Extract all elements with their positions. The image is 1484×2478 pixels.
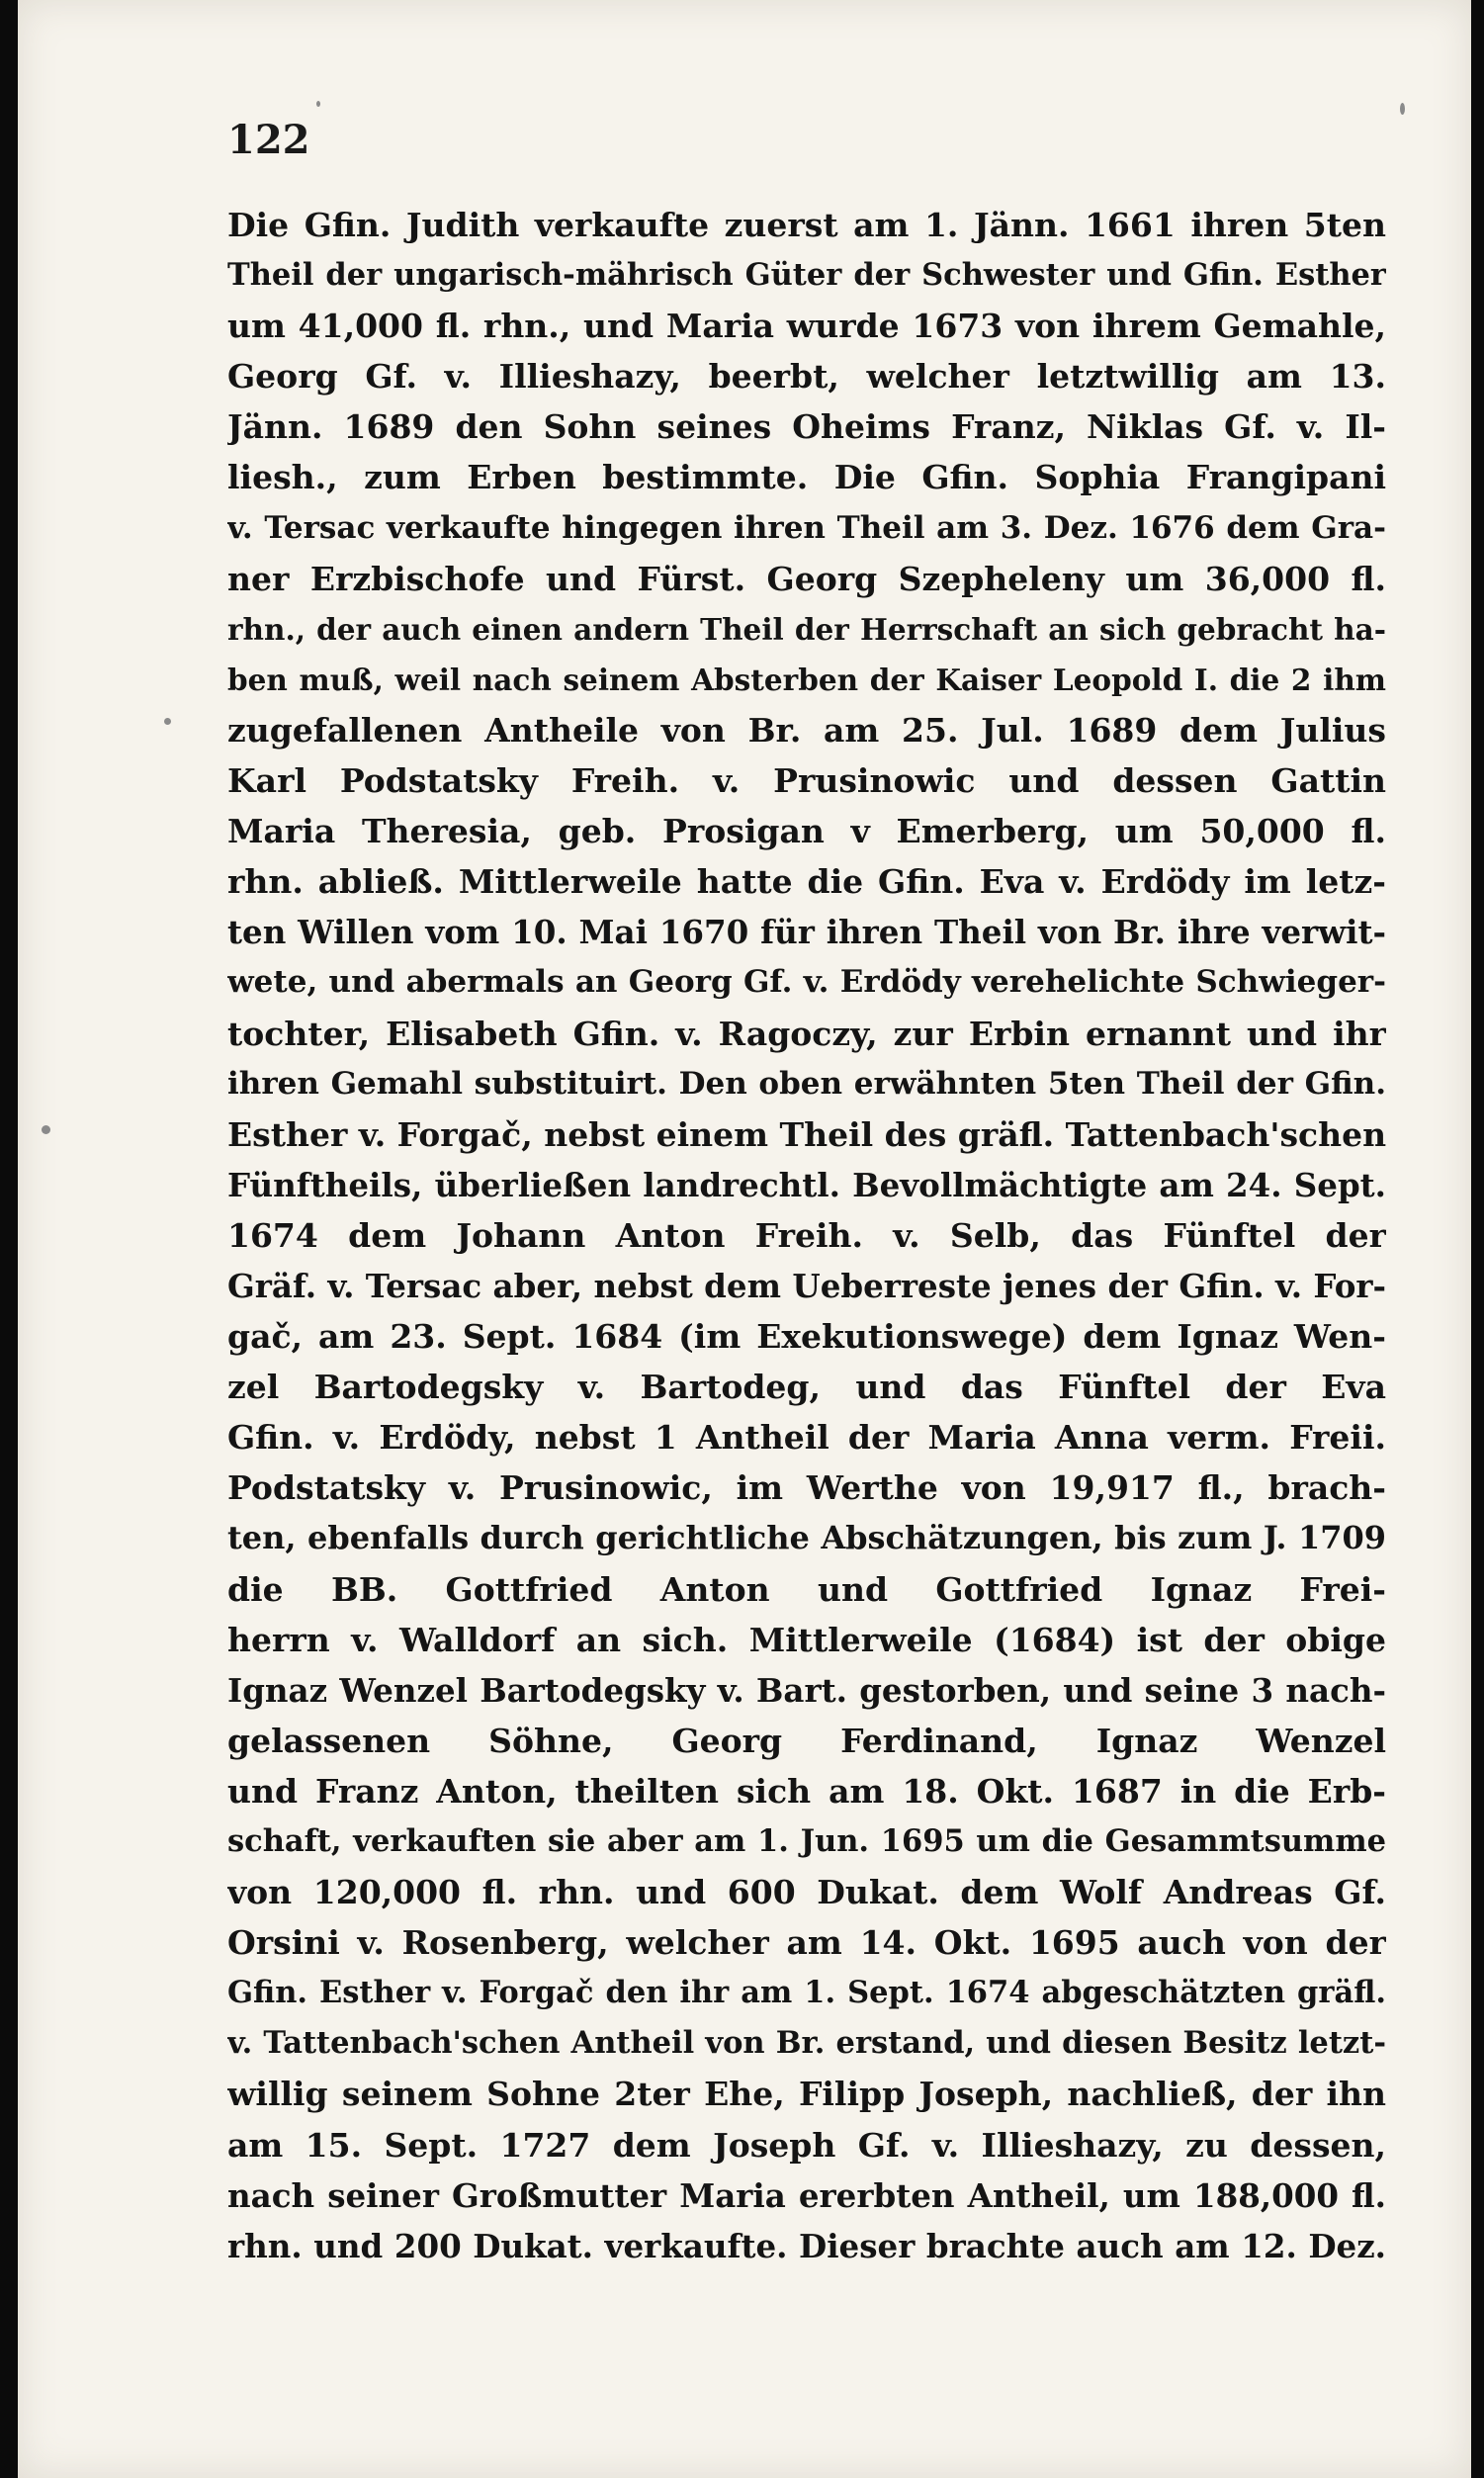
text-line: willig seinem Sohne 2ter Ehe, Filipp Joseph, nachließ, der ihn [227,2075,1386,2114]
paper-speck [164,718,171,725]
text-line: ten Willen vom 10. Mai 1670 für ihren Theil von Br. ihre verwit- [227,913,1386,952]
text-line: Gfin. Esther v. Forgač den ihr am 1. Sept. 1674 abgeschätzten gräfl. [227,1975,1386,2011]
text-line: wete, und abermals an Georg Gf. v. Erdödy verehelichte Schwieger- [227,964,1386,1001]
text-line: zugefallenen Antheile von Br. am 25. Jul. 1689 dem Julius [227,710,1386,750]
text-line: ner Erzbischofe und Fürst. Georg Szepheleny um 36,000 fl. [227,559,1386,598]
text-line: ben muß, weil nach seinem Absterben der Kaiser Leopold I. die 2 ihm [227,662,1386,697]
text-line: Jänn. 1689 den Sohn seines Oheims Franz, Niklas Gf. v. Il- [227,407,1386,447]
text-line: und Franz Anton, theilten sich am 18. Okt. 1687 in die Erb- [227,1771,1386,1811]
text-line: gač, am 23. Sept. 1684 (im Exekutionswege) dem Ignaz Wen- [227,1317,1386,1357]
paper-speck [1400,103,1405,115]
book-page [18,0,1471,2478]
page-number: 122 [227,117,310,163]
text-line: am 15. Sept. 1727 dem Joseph Gf. v. Illieshazy, zu dessen, [227,2125,1386,2165]
text-line: Orsini v. Rosenberg, welcher am 14. Okt. 1695 auch von der [227,1923,1386,1963]
text-line: Podstatsky v. Prusinowic, im Werthe von 19,917 fl., brach- [227,1468,1386,1508]
text-line: Gfin. v. Erdödy, nebst 1 Antheil der Maria Anna verm. Freii. [227,1418,1386,1458]
text-line: Fünftheils, überließen landrechtl. Bevollmächtigte am 24. Sept. [227,1165,1386,1204]
body-text [227,200,1386,2271]
text-line: Theil der ungarisch-mährisch Güter der Schwester und Gfin. Esther [227,257,1386,294]
text-line: liesh., zum Erben bestimmte. Die Gfin. Sophia Frangipani [227,458,1386,497]
text-line: Karl Podstatsky Freih. v. Prusinowic und dessen Gattin [227,761,1386,801]
text-line: 1674 dem Johann Anton Freih. v. Selb, das Fünftel der [227,1215,1386,1255]
text-line: Ignaz Wenzel Bartodegsky v. Bart. gestorben, und seine 3 nach- [227,1670,1386,1710]
text-line: ten, ebenfalls durch gerichtliche Abschätzungen, bis zum J. 1709 [227,1519,1386,1557]
text-line: ihren Gemahl substituirt. Den oben erwähnten 5ten Theil der Gfin. [227,1065,1386,1102]
text-line: Die Gfin. Judith verkaufte zuerst am 1. Jänn. 1661 ihren 5ten [227,206,1386,244]
text-line: rhn. abließ. Mittlerweile hatte die Gfin. Eva v. Erdödy im letz- [227,862,1386,902]
text-line: herrn v. Walldorf an sich. Mittlerweile (1684) ist der obige [227,1620,1386,1659]
text-line: rhn. und 200 Dukat. verkaufte. Dieser brachte auch am 12. Dez. [227,2226,1386,2265]
text-line: v. Tersac verkaufte hingegen ihren Theil am 3. Dez. 1676 dem Gra- [227,509,1386,546]
text-line: Esther v. Forgač, nebst einem Theil des gräfl. Tattenbach'schen [227,1114,1386,1154]
text-line: Gräf. v. Tersac aber, nebst dem Ueberreste jenes der Gfin. v. For- [227,1266,1386,1305]
paper-speck [316,101,320,107]
text-line: tochter, Elisabeth Gfin. v. Ragoczy, zur Erbin ernannt und ihr [227,1014,1386,1053]
text-line: zel Bartodegsky v. Bartodeg, und das Fünftel der Eva [227,1368,1386,1407]
text-line: rhn., der auch einen andern Theil der Herrschaft an sich gebracht ha- [227,611,1386,647]
text-line: v. Tattenbach'schen Antheil von Br. erstand, und diesen Besitz letzt- [227,2025,1386,2062]
text-line: um 41,000 fl. rhn., und Maria wurde 1673 von ihrem Gemahle, [227,307,1386,346]
text-line: gelassenen Söhne, Georg Ferdinand, Ignaz Wenzel [227,1721,1386,1760]
text-line: Georg Gf. v. Illieshazy, beerbt, welcher letztwillig am 13. [227,357,1386,397]
text-line: die BB. Gottfried Anton und Gottfried Ignaz Frei- [227,1569,1386,1609]
paper-speck [42,1125,50,1134]
text-line: nach seiner Großmutter Maria ererbten Antheil, um 188,000 fl. [227,2175,1386,2215]
text-line: schaft, verkauften sie aber am 1. Jun. 1695 um die Gesammtsumme [227,1823,1386,1859]
text-line: Maria Theresia, geb. Prosigan v Emerberg, um 50,000 fl. [227,812,1386,851]
text-line: von 120,000 fl. rhn. und 600 Dukat. dem Wolf Andreas Gf. [227,1873,1386,1912]
